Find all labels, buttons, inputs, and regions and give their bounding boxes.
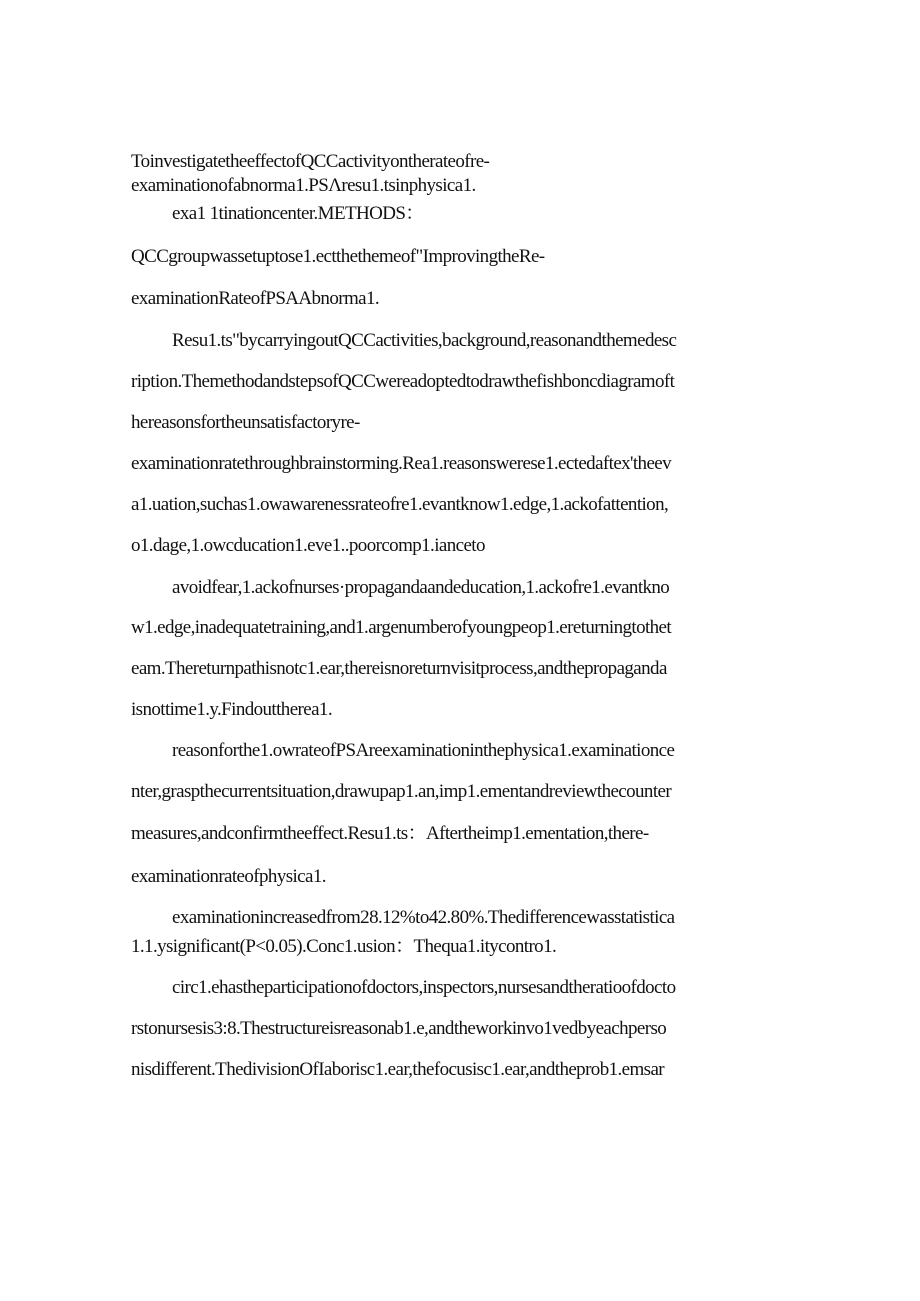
text-line: Resu1.ts"bycarryingoutQCCactivities,background,reasonandthemedesc: [172, 330, 677, 351]
text-line: examinationratethroughbrainstorming.Rea1.reasonswerese1.ectedaftex'theev: [131, 453, 672, 474]
text-line: measures,andconfirmtheeffect.Resu1.ts：Aftertheimp1.ementation,there-: [131, 823, 649, 844]
text-line: nter,graspthecurrentsituation,drawupap1.an,imp1.ementandreviewthecounter: [131, 781, 672, 802]
text-line: rstonursesis3:8.Thestructureisreasonab1.e,andtheworkinvo1vedbyeachperso: [131, 1018, 667, 1039]
text-line: examinationofabnorma1.PSΛresu1.tsinphysica1.: [131, 175, 476, 196]
text-line: examinationRateofPSAAbnorma1.: [131, 288, 380, 309]
text-line: ToinvestigatetheeffectofQCCactivityontherateofre-: [131, 151, 490, 172]
text-line: examinationincreasedfrom28.12%to42.80%.Thedifferencewasstatistica: [172, 907, 675, 928]
text-line: examinationrateofphysica1.: [131, 866, 326, 887]
text-line: circ1.ehastheparticipationofdoctors,inspectors,nursesandtheratioofdocto: [172, 977, 676, 998]
text-line: 1.1.ysignificant(P<0.05).Conc1.usion：Thequa1.itycontro1.: [131, 936, 557, 957]
text-line: hereasonsfortheunsatisfactoryre-: [131, 412, 360, 433]
text-line: reasonforthe1.owrateofPSAreexaminationinthephysica1.examinationce: [172, 740, 675, 761]
text-line: QCCgroupwassetuptose1.ectthethemeof"ImprovingtheRe-: [131, 246, 545, 267]
text-line: w1.edge,inadequatetraining,and1.argenumberofyoungpeop1.ereturningtothet: [131, 617, 672, 638]
text-line: o1.dage,1.owcducation1.eve1..poorcomp1.ianceto: [131, 535, 485, 556]
text-line: isnottime1.y.Findouttherea1.: [131, 699, 332, 720]
text-line: eam.Thereturnpathisnotc1.ear,thereisnoreturnvisitprocess,andthepropaganda: [131, 658, 667, 679]
text-line: exa1 1tinationcenter.METHODS：: [172, 203, 424, 224]
text-line: avoidfear,1.ackofnurses·propagandaandeducation,1.ackofre1.evantkno: [172, 577, 670, 598]
text-line: ription.ThemethodandstepsofQCCwereadoptedtodrawthefishboncdiagramoft: [131, 371, 675, 392]
text-line: a1.uation,suchas1.owawarenessrateofre1.evantknow1.edge,1.ackofattention,: [131, 494, 669, 515]
text-line: nisdifferent.ThedivisionOfIaborisc1.ear,thefocusisc1.ear,andtheprob1.emsar: [131, 1059, 665, 1080]
